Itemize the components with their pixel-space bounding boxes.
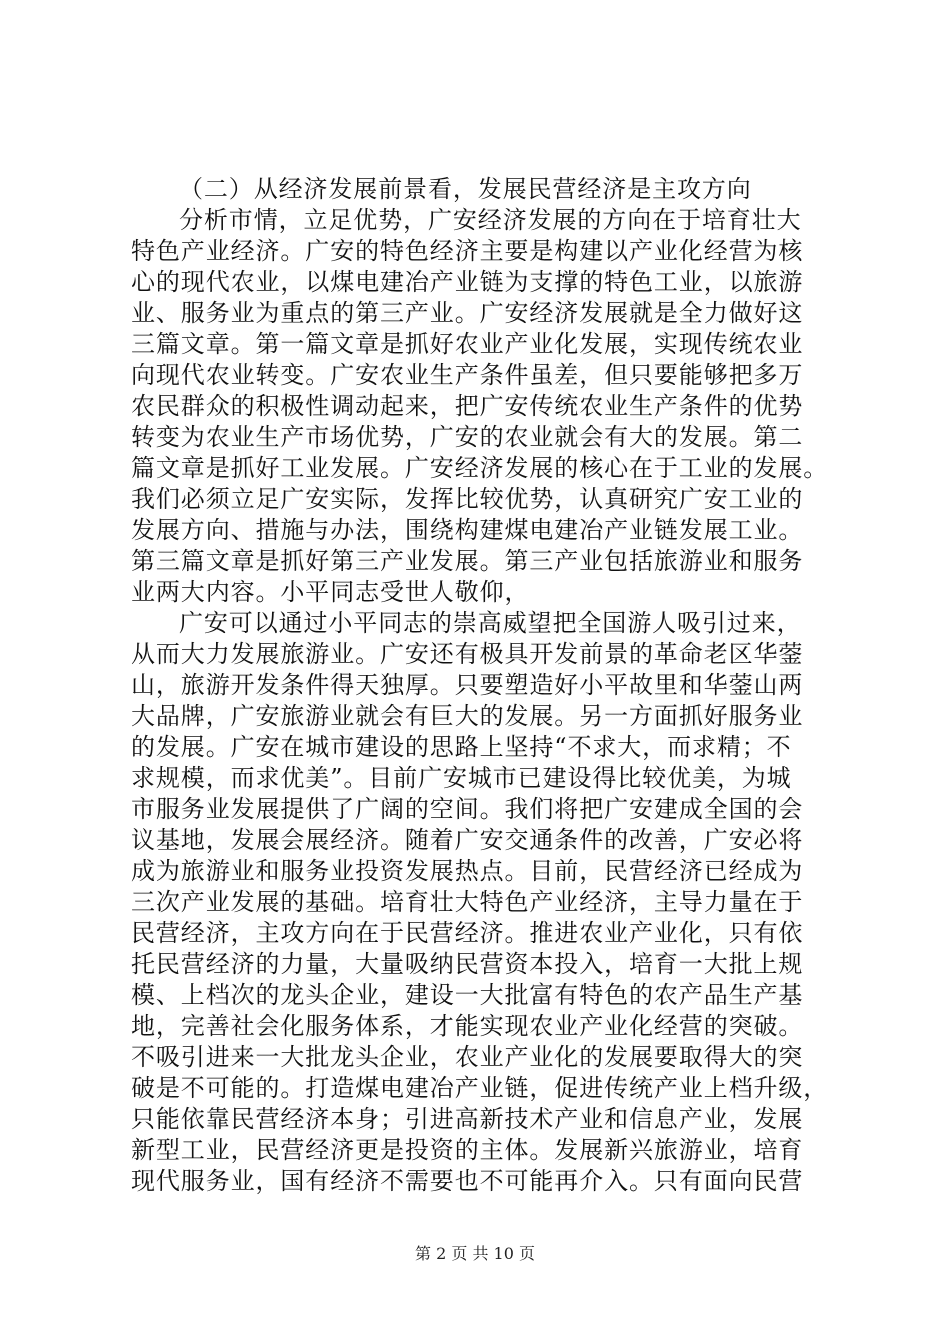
text-line: 广安可以通过小平同志的崇高威望把全国游人吸引过来， bbox=[179, 609, 802, 637]
text-line: 托民营经济的力量，大量吸纳民营资本投入，培育一大批上规 bbox=[131, 950, 804, 978]
text-line: 不吸引进来一大批龙头企业，农业产业化的发展要取得大的突 bbox=[131, 1043, 804, 1071]
text-line: 破是不可能的。打造煤电建冶产业链，促进传统产业上档升级， bbox=[131, 1074, 829, 1102]
document-body bbox=[131, 174, 831, 1197]
text-line: 新型工业，民营经济更是投资的主体。发展新兴旅游业，培育 bbox=[131, 1136, 804, 1164]
text-line: 求规模，而求优美”。目前广安城市已建设得比较优美，为城 bbox=[131, 764, 792, 792]
text-line: 向现代农业转变。广安农业生产条件虽差，但只要能够把多万 bbox=[131, 361, 804, 389]
text-line: 转变为农业生产市场优势，广安的农业就会有大的发展。第二 bbox=[131, 423, 804, 451]
text-line: 议基地，发展会展经济。随着广安交通条件的改善，广安必将 bbox=[131, 826, 804, 854]
text-line: 地，完善社会化服务体系，才能实现农业产业化经营的突破。 bbox=[131, 1012, 804, 1040]
text-line: （二）从经济发展前景看，发展民营经济是主攻方向 bbox=[179, 175, 752, 203]
text-line: 市服务业发展提供了广阔的空间。我们将把广安建成全国的会 bbox=[131, 795, 804, 823]
text-line: 心的现代农业，以煤电建冶产业链为支撑的特色工业，以旅游 bbox=[131, 268, 804, 296]
text-line: 从而大力发展旅游业。广安还有极具开发前景的革命老区华蓥 bbox=[131, 640, 804, 668]
text-line: 特色产业经济。广安的特色经济主要是构建以产业化经营为核 bbox=[131, 237, 804, 265]
text-line: 篇文章是抓好工业发展。广安经济发展的核心在于工业的发展。 bbox=[131, 454, 829, 482]
text-line: 山，旅游开发条件得天独厚。只要塑造好小平故里和华蓥山两 bbox=[131, 671, 804, 699]
text-line: 只能依靠民营经济本身；引进高新技术产业和信息产业，发展 bbox=[131, 1105, 804, 1133]
text-line: 模、上档次的龙头企业，建设一大批富有特色的农产品生产基 bbox=[131, 981, 804, 1009]
text-line: 的发展。广安在城市建设的思路上坚持“不求大，而求精；不 bbox=[131, 733, 792, 761]
page-footer: 第 2 页 共 10 页 bbox=[415, 1244, 535, 1263]
text-line: 农民群众的积极性调动起来，把广安传统农业生产条件的优势 bbox=[131, 392, 804, 420]
text-line: 成为旅游业和服务业投资发展热点。目前，民营经济已经成为 bbox=[131, 857, 804, 885]
text-line: 三次产业发展的基础。培育壮大特色产业经济，主导力量在于 bbox=[131, 888, 804, 916]
text-line: 大品牌，广安旅游业就会有巨大的发展。另一方面抓好服务业 bbox=[131, 702, 804, 730]
text-line: 民营经济，主攻方向在于民营经济。推进农业产业化，只有依 bbox=[131, 919, 804, 947]
text-line: 现代服务业，国有经济不需要也不可能再介入。只有面向民营 bbox=[131, 1167, 804, 1195]
text-line: 业、服务业为重点的第三产业。广安经济发展就是全力做好这 bbox=[131, 299, 804, 327]
text-line: 三篇文章。第一篇文章是抓好农业产业化发展，实现传统农业 bbox=[131, 330, 804, 358]
text-line: 第三篇文章是抓好第三产业发展。第三产业包括旅游业和服务 bbox=[131, 547, 804, 575]
text-line: 我们必须立足广安实际，发挥比较优势，认真研究广安工业的 bbox=[131, 485, 804, 513]
text-line: 发展方向、措施与办法，围绕构建煤电建冶产业链发展工业。 bbox=[131, 516, 804, 544]
text-line: 分析市情，立足优势，广安经济发展的方向在于培育壮大 bbox=[179, 206, 802, 234]
text-line: 业两大内容。小平同志受世人敬仰， bbox=[131, 578, 530, 606]
